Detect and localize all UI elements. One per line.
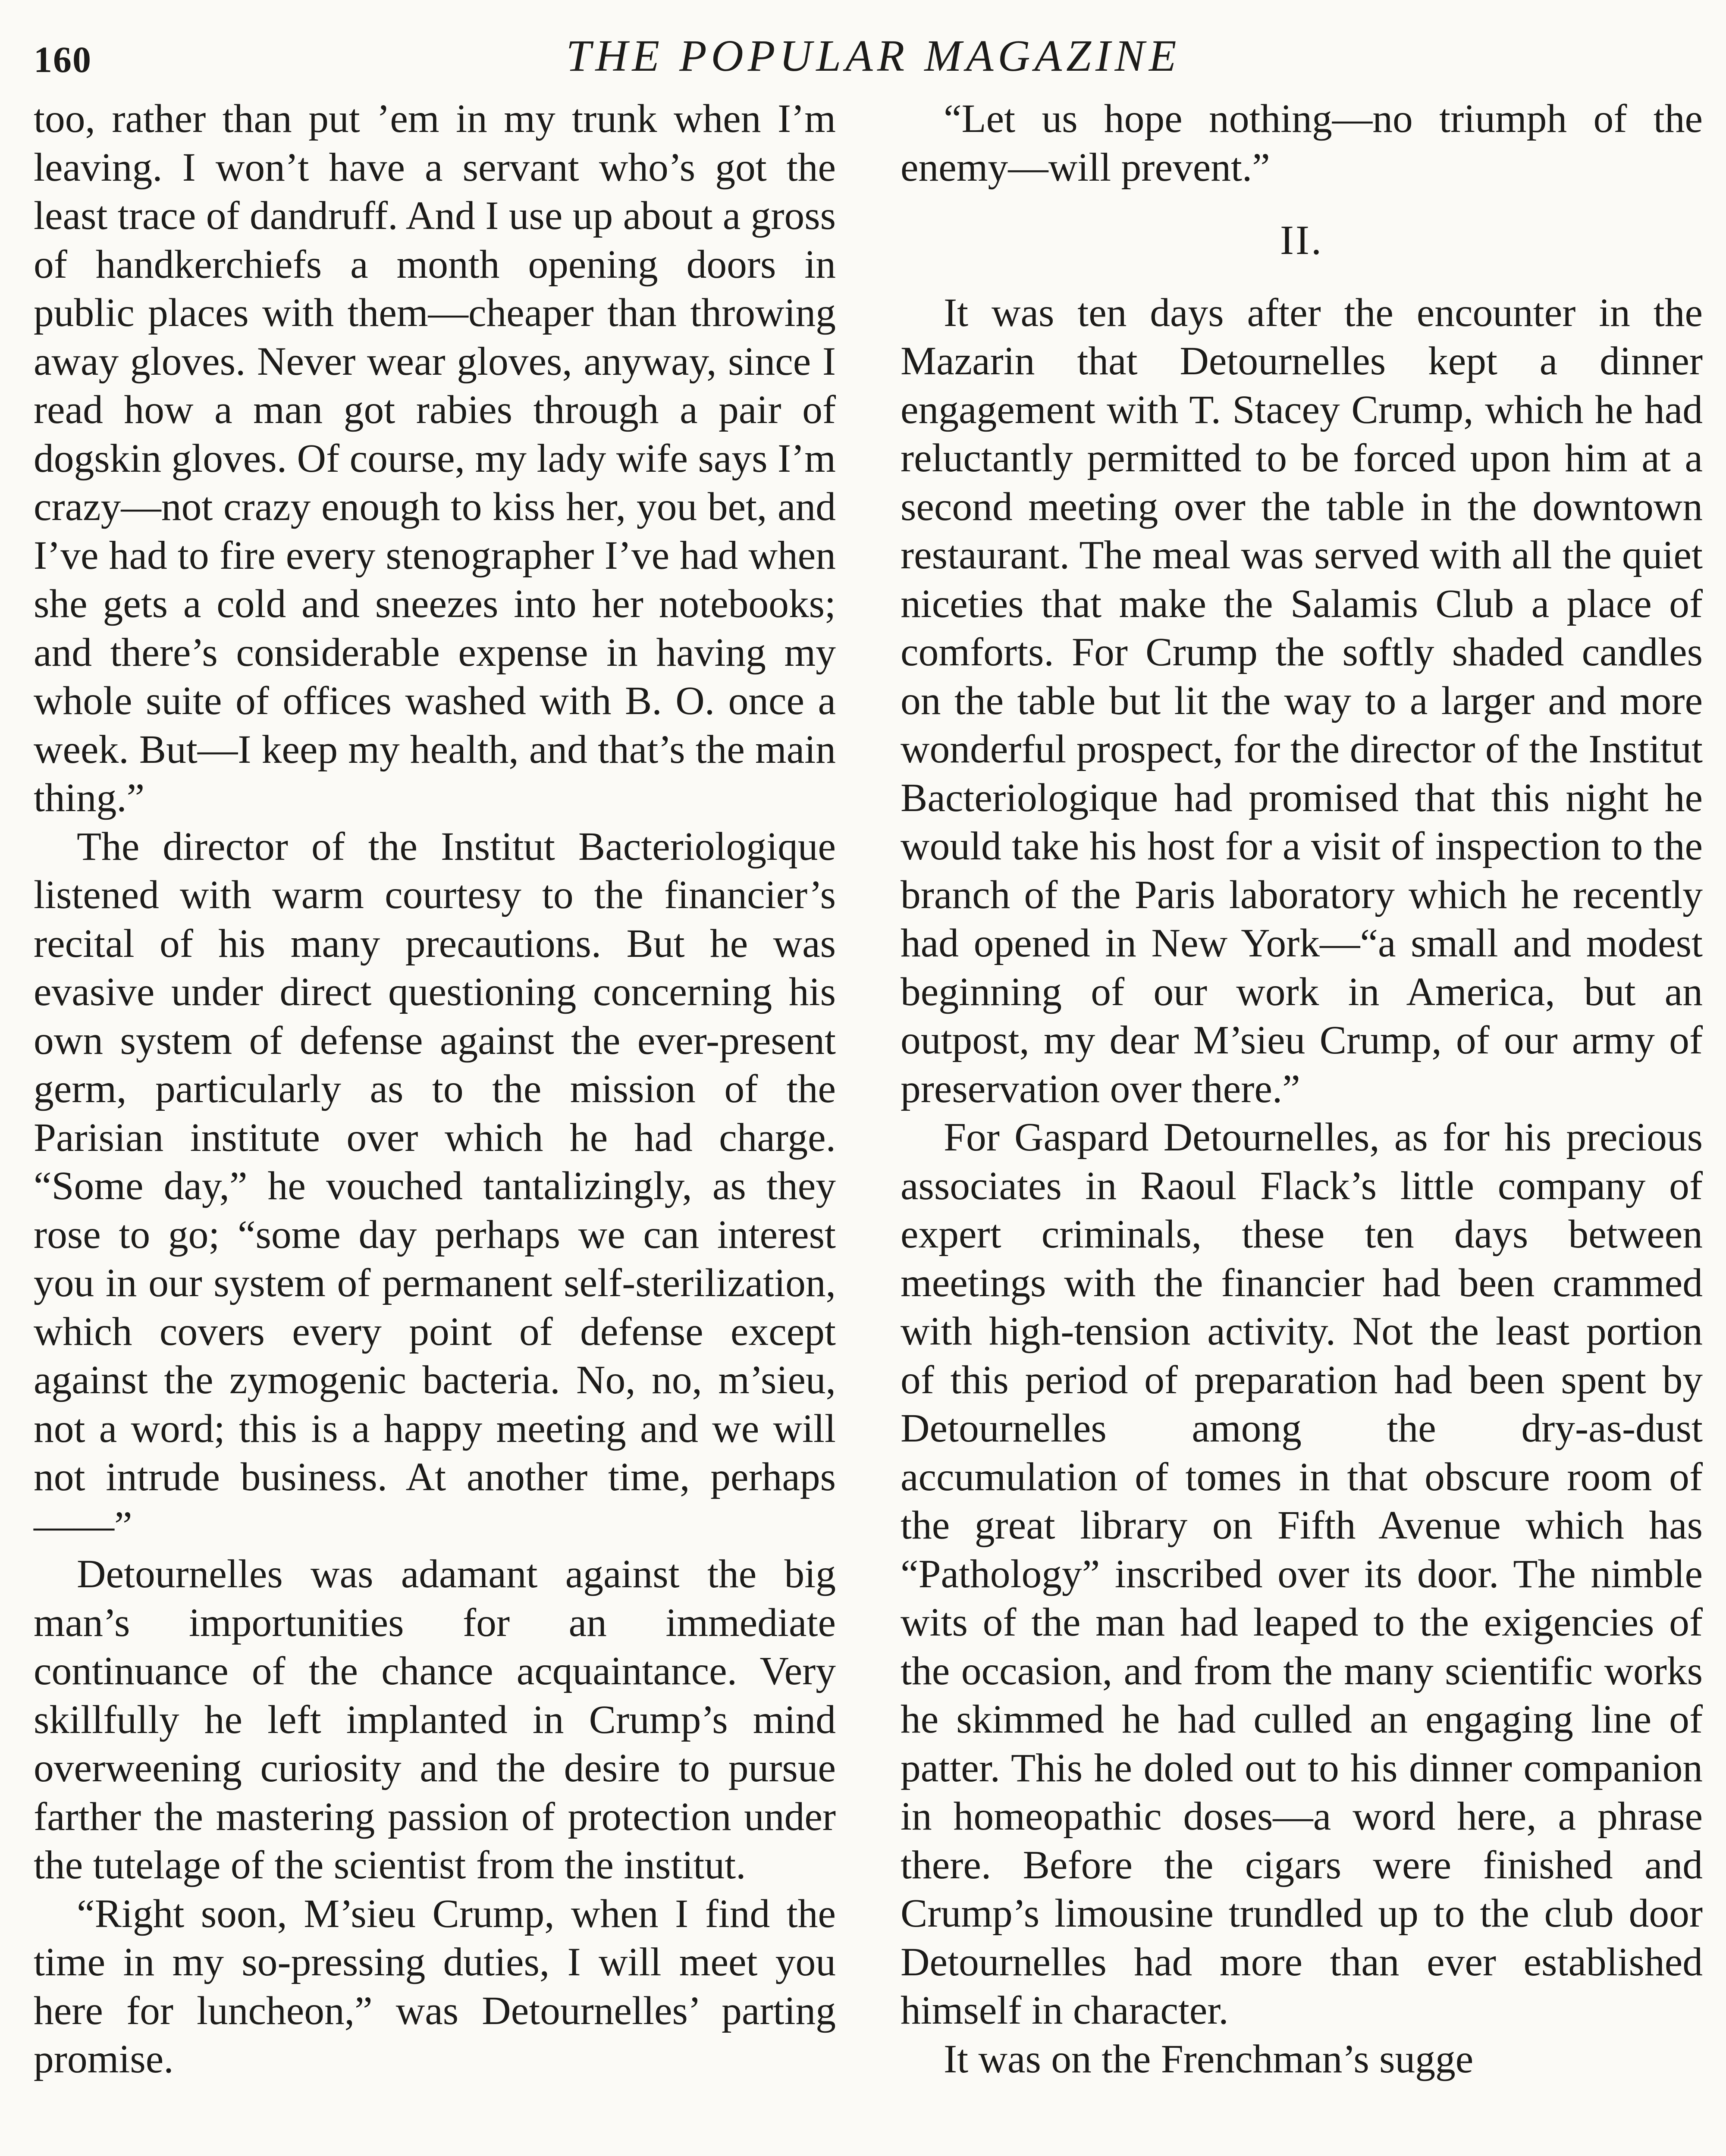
running-head: THE POPULAR MAGAZINE: [566, 31, 1181, 81]
left-column: [34, 95, 836, 2084]
right-column: [901, 95, 1703, 2084]
paragraph: too, rather than put ’em in my trunk when I’m leaving. I won’t have a servant who’s got the least trace of dandruff. And I use up about a gross of handkerchiefs a month opening doors in public places with them—cheaper than throwing away gloves. Never wear gloves, anyway, since I read how a man got rabies through a pair of dogskin gloves. Of course, my lady wife says I’m crazy—not crazy enough to kiss her, you bet, and I’ve had to fire every stenographer I’ve had when she gets a cold and sneezes into her notebooks; and there’s considerable expense in having my whole suite of offices washed with B. O. once a week. But—I keep my health, and that’s the main thing.”: [34, 97, 836, 820]
page-header: [34, 30, 1713, 95]
paragraph: The director of the Institut Bacteriologique listened with warm courtesy to the financier’s recital of his many precautions. But he was evasive under direct questioning concerning his own system of defense against the ever-present germ, particularly as to the mission of the Parisian institute over which he had charge. “Some day,” he vouched tantalizingly, as they rose to go; “some day perhaps we can interest you in our system of permanent self-sterilization, which covers every point of defense except against the zymogenic bacteria. No, no, m’sieu, not a word; this is a happy meeting and we will not intrude business. At another time, perhaps——”: [34, 824, 836, 1548]
paragraph: It was on the Frenchman’s sugge: [944, 2037, 1474, 2081]
paragraph: It was ten days after the encounter in the Mazarin that Detournelles kept a dinner engagement with T. Stacey Crump, which he had reluctantly permitted to be forced upon him at a second meeting over the table in the downtown restaurant. The meal was served with all the quiet niceties that make the Salamis Club a place of comforts. For Crump the softly shaded candles on the table but lit the way to a larger and more wonderful prospect, for the director of the Institut Bacteriologique had promised that this night he would take his host for a visit of inspection to the branch of the Paris laboratory which he recently had opened in New York—“a small and modest beginning of our work in America, but an outpost, my dear M’sieu Crump, of our army of preservation over there.”: [901, 290, 1703, 1111]
text-columns: [34, 95, 1713, 2084]
page-number: 160: [34, 39, 92, 80]
paragraph: Detournelles was adamant against the big man’s importunities for an immediate continuance of the chance acquaintance. Very skillfully he left implanted in Crump’s mind overweening curiosity and the desire to pursue farther the mastering passion of protection under the tutelage of the scientist from the institut.: [34, 1552, 836, 1887]
section-heading: II.: [1280, 217, 1323, 263]
paragraph: “Right soon, M’sieu Crump, when I find the time in my so-pressing duties, I will meet you here for luncheon,” was Detournelles’ parting promise.: [34, 1891, 836, 2081]
paragraph: “Let us hope nothing—no triumph of the enemy—will prevent.”: [901, 97, 1703, 190]
paragraph: For Gaspard Detournelles, as for his precious associates in Raoul Flack’s little company of expert criminals, these ten days between meetings with the financier had been crammed with high-tension activity. Not the least portion of this period of preparation had been spent by Detournelles among the dry-as-dust accumulation of tomes in that obscure room of the great library on Fifth Avenue which has “Pathology” inscribed over its door. The nimble wits of the man had leaped to the exigencies of the occasion, and from the many scientific works he skimmed he had culled an engaging line of patter. This he doled out to his dinner companion in homeopathic doses—a word here, a phrase there. Before the cigars were finished and Crump’s limousine trundled up to the club door Detournelles had more than ever established himself in character.: [901, 1115, 1703, 2033]
